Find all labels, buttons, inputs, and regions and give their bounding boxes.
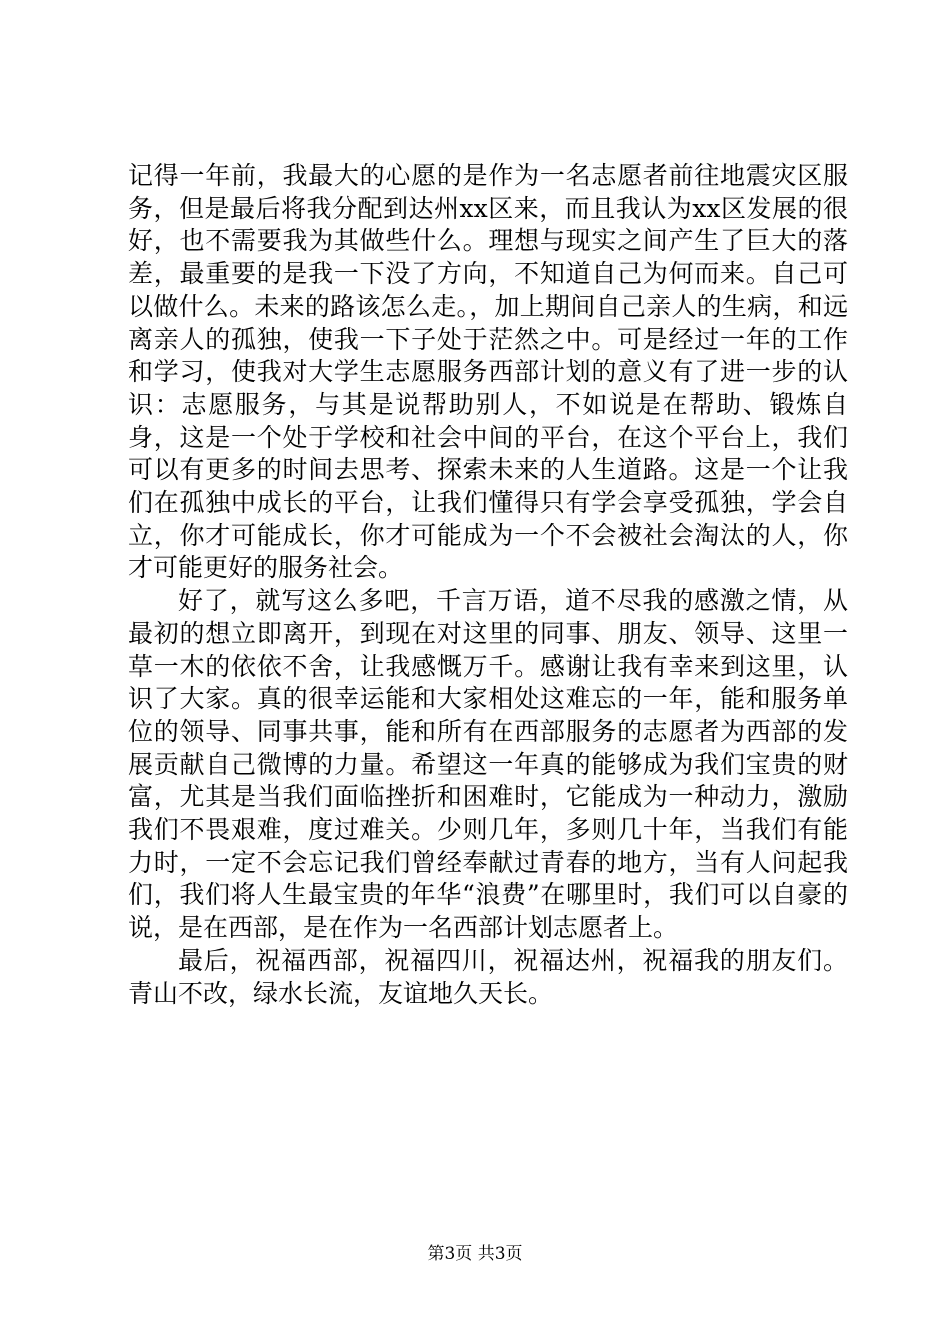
paragraph-reflection: 记得一年前，我最大的心愿的是作为一名志愿者前往地震灾区服务，但是最后将我分配到达州xx区来，而且我认为xx区发展的很好，也不需要我为其做些什么。理想与现实之间产生了巨大的落差，最重要的是我一下没了方向，不知道自己为何而来。自己可以做什么。未来的路该怎么走。，加上期间自己亲人的生病，和远离亲人的孤独，使我一下子处于茫然之中。可是经过一年的工作和学习，使我对大学生志愿服务西部计划的意义有了进一步的认识：志愿服务，与其是说帮助别人，不如说是在帮助、锻炼自身，这是一个处于学校和社会中间的平台，在这个平台上，我们可以有更多的时间去思考、探索未来的人生道路。这是一个让我们在孤独中成长的平台，让我们懂得只有学会享受孤独，学会自立，你才可能成长，你才可能成为一个不会被社会淘汰的人，你才可能更好的服务社会。 — [128, 161, 848, 583]
paragraph-gratitude: 好了，就写这么多吧，千言万语，道不尽我的感激之情，从最初的想立即离开，到现在对这里的同事、朋友、领导、这里一草一木的依依不舍，让我感慨万千。感谢让我有幸来到这里，认识了大家。真的很幸运能和大家相处这难忘的一年，能和服务单位的领导、同事共事，能和所有在西部服务的志愿者为西部的发展贡献自己微博的力量。希望这一年真的能够成为我们宝贵的财富，尤其是当我们面临挫折和困难时，它能成为一种动力，激励我们不畏艰难，度过难关。少则几年，多则几十年，当我们有能力时，一定不会忘记我们曾经奉献过青春的地方，当有人问起我们，我们将人生最宝贵的年华“浪费”在哪里时，我们可以自豪的说，是在西部，是在作为一名西部计划志愿者上。 — [128, 586, 848, 943]
page-number-footer: 第3页 共3页 — [427, 1244, 523, 1264]
document-body — [128, 160, 848, 1010]
paragraph-closing: 最后，祝福西部，祝福四川，祝福达州，祝福我的朋友们。青山不改，绿水长流，友谊地久天长。 — [128, 945, 848, 1008]
